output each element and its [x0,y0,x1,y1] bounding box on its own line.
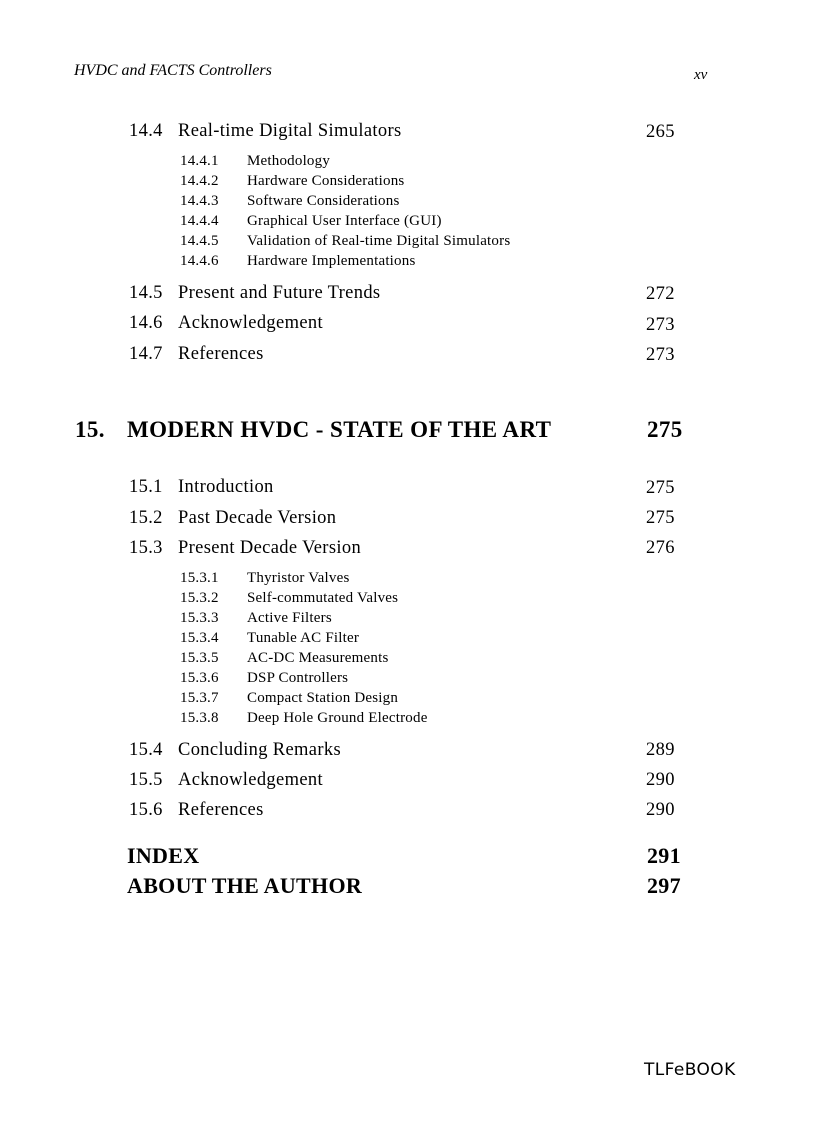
toc-section-page: 272 [646,284,675,304]
toc-index-title: INDEX [127,843,200,868]
toc-subsection-title: Hardware Considerations [247,173,405,189]
toc-section-title: Acknowledgement [178,313,323,333]
toc-subsection-number: 14.4.3 [180,193,219,209]
toc-index-page: 291 [647,843,681,868]
toc-section-page: 273 [646,345,675,365]
toc-subsection-title: Validation of Real-time Digital Simulators [247,233,511,249]
toc-subsection-number: 15.3.4 [180,630,219,646]
toc-subsection-title: Deep Hole Ground Electrode [247,710,428,726]
toc-subsection-title: Methodology [247,153,331,169]
toc-section-title: Present Decade Version [178,538,362,558]
toc-section-page: 275 [646,478,675,498]
toc-subsection-number: 14.4.5 [180,233,219,249]
toc-chapter-number: 15. [75,417,105,442]
toc-subsection-number: 14.4.1 [180,153,219,169]
toc-section-number: 15.6 [129,800,163,820]
toc-subsection-title: Thyristor Valves [247,570,350,586]
toc-subsection-number: 14.4.4 [180,213,219,229]
toc-section-page: 275 [646,508,675,528]
toc-section-number: 15.2 [129,508,163,528]
toc-subsection-title: Graphical User Interface (GUI) [247,213,442,229]
toc-section-number: 14.6 [129,313,163,333]
toc-section-number: 14.7 [129,344,163,364]
toc-section-title: Past Decade Version [178,508,337,528]
toc-subsection-title: AC-DC Measurements [247,650,389,666]
toc-subsection-title: Software Considerations [247,193,400,209]
watermark-text: TLFeBOOK [644,1060,736,1080]
toc-subsection-number: 15.3.3 [180,610,219,626]
running-header-page-number: xv [694,67,708,83]
toc-section-title: Introduction [178,477,274,497]
toc-subsection-title: Self-commutated Valves [247,590,399,606]
toc-section-page: 290 [646,800,675,820]
toc-section-title: References [178,344,264,364]
toc-subsection-number: 15.3.7 [180,690,219,706]
running-header-title: HVDC and FACTS Controllers [74,62,272,79]
toc-section-page: 273 [646,315,675,335]
toc-section-number: 14.5 [129,283,163,303]
toc-chapter-page: 275 [647,417,683,442]
toc-section-page: 265 [646,122,675,142]
toc-chapter-title: MODERN HVDC - STATE OF THE ART [127,417,552,442]
toc-subsection-number: 15.3.2 [180,590,219,606]
toc-subsection-number: 14.4.6 [180,253,219,269]
toc-section-number: 15.4 [129,740,163,760]
toc-section-number: 15.1 [129,477,163,497]
toc-subsection-title: Compact Station Design [247,690,399,706]
toc-subsection-title: Tunable AC Filter [247,630,360,646]
toc-section-title: Present and Future Trends [178,283,381,303]
toc-section-title: Acknowledgement [178,770,323,790]
toc-subsection-title: DSP Controllers [247,670,349,686]
toc-section-page: 276 [646,538,675,558]
toc-section-title: Concluding Remarks [178,740,342,760]
toc-section-number: 14.4 [129,121,163,141]
toc-subsection-number: 15.3.6 [180,670,219,686]
toc-subsection-title: Hardware Implementations [247,253,416,269]
toc-subsection-number: 15.3.1 [180,570,219,586]
toc-section-page: 289 [646,740,675,760]
toc-section-title: Real-time Digital Simulators [178,121,402,141]
toc-subsection-title: Active Filters [247,610,332,626]
toc-subsection-number: 15.3.8 [180,710,219,726]
toc-subsection-number: 15.3.5 [180,650,219,666]
toc-section-title: References [178,800,264,820]
toc-subsection-number: 14.4.2 [180,173,219,189]
toc-section-number: 15.3 [129,538,163,558]
toc-section-number: 15.5 [129,770,163,790]
toc-about-author-title: ABOUT THE AUTHOR [127,873,363,898]
toc-about-author-page: 297 [647,873,681,898]
toc-section-page: 290 [646,770,675,790]
